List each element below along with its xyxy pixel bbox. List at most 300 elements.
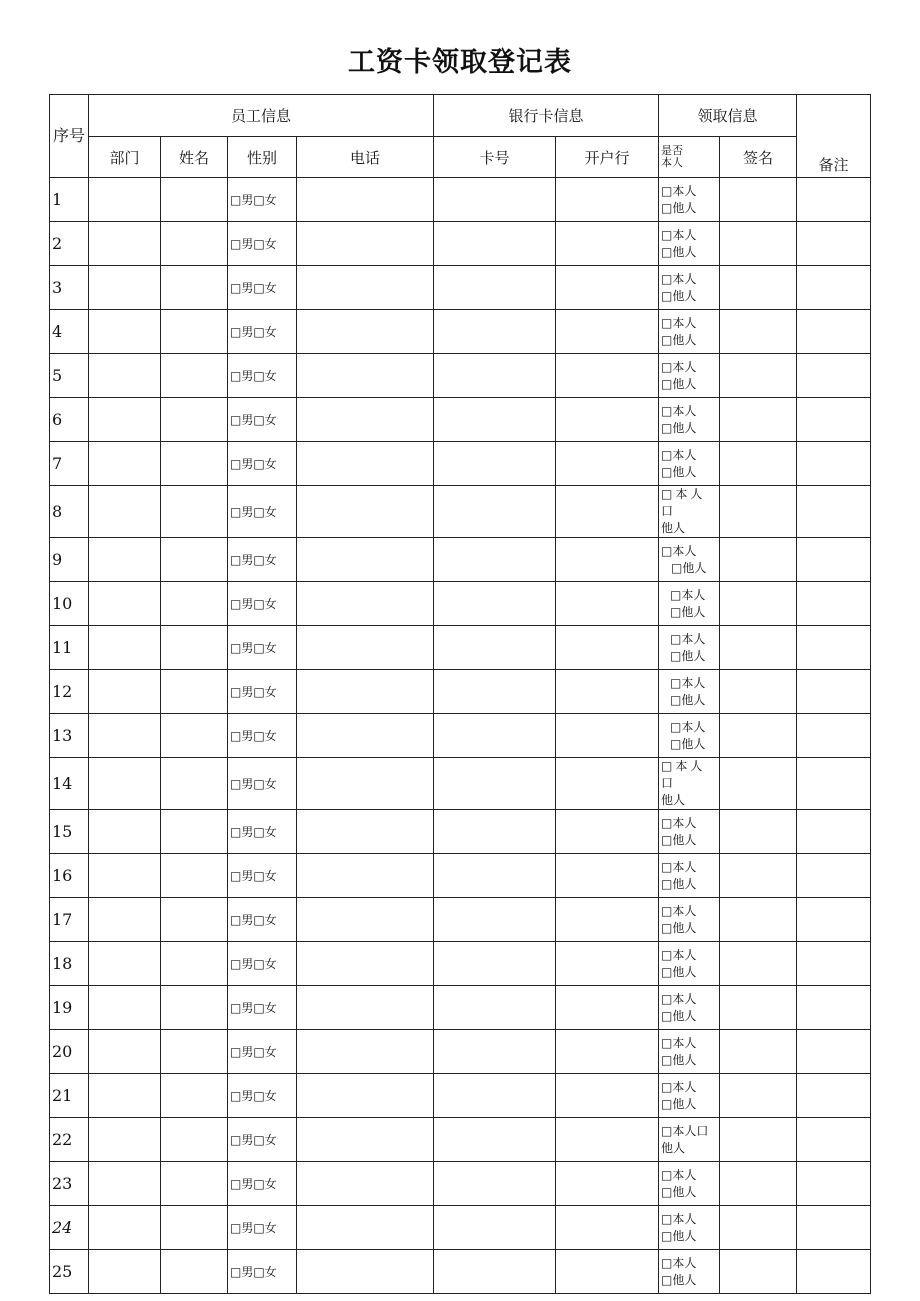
bank-cell[interactable] [556,310,659,354]
card-no-cell[interactable] [434,942,556,986]
gender-checkboxes[interactable]: □男□女 [228,942,297,986]
bank-cell[interactable] [556,486,659,538]
receive-option-self[interactable]: □本人 [661,403,697,418]
name-cell[interactable] [161,486,228,538]
gender-checkboxes[interactable]: □男□女 [228,898,297,942]
receive-option-self[interactable]: □本人 [661,1167,697,1182]
table-row [50,626,871,670]
remark-cell[interactable] [797,670,871,714]
dept-cell[interactable] [89,178,161,222]
receive-option-self[interactable]: □本人 [661,227,697,242]
receive-option-other[interactable]: □他人 [661,920,697,935]
receive-option-other[interactable]: □他人 [670,692,706,707]
signature-cell[interactable] [720,758,797,810]
signature-cell[interactable] [720,1250,797,1294]
remark-cell[interactable] [797,398,871,442]
card-no-cell[interactable] [434,222,556,266]
bank-cell[interactable] [556,626,659,670]
name-cell[interactable] [161,714,228,758]
receive-option-other[interactable]: □他人 [670,604,706,619]
signature-cell[interactable] [720,986,797,1030]
receive-checkboxes[interactable] [659,486,720,538]
dept-cell[interactable] [89,986,161,1030]
dept-cell[interactable] [89,1030,161,1074]
bank-cell[interactable] [556,758,659,810]
phone-cell[interactable] [297,1030,434,1074]
card-no-cell[interactable] [434,670,556,714]
remark-cell[interactable] [797,310,871,354]
dept-cell[interactable] [89,398,161,442]
receive-checkboxes[interactable] [659,178,720,222]
remark-cell[interactable] [797,898,871,942]
receive-option-other[interactable]: □他人 [661,376,697,391]
table-row [50,986,871,1030]
table-row [50,1074,871,1118]
bank-cell[interactable] [556,398,659,442]
header-row-groups [50,95,871,137]
receive-option-self[interactable]: □本人口 [661,1123,709,1138]
gender-checkboxes[interactable]: □男□女 [228,1162,297,1206]
dept-cell[interactable] [89,486,161,538]
receive-checkboxes[interactable] [659,670,720,714]
dept-cell[interactable] [89,670,161,714]
name-cell[interactable] [161,854,228,898]
remark-cell[interactable] [797,810,871,854]
gender-checkboxes[interactable]: □男□女 [228,670,297,714]
gender-checkboxes[interactable]: □男□女 [228,398,297,442]
remark-cell[interactable] [797,354,871,398]
receive-option-self[interactable]: □本人 [661,903,697,918]
name-cell[interactable] [161,266,228,310]
dept-cell[interactable] [89,1162,161,1206]
receive-option-self[interactable]: □本人 [661,1255,697,1270]
receive-option-self[interactable]: □本人 [661,315,697,330]
row-seq: 23 [50,1162,89,1206]
card-no-cell[interactable] [434,486,556,538]
receive-checkboxes[interactable] [659,354,720,398]
row-seq: 12 [50,670,89,714]
gender-checkboxes[interactable]: □男□女 [228,1030,297,1074]
remark-cell[interactable] [797,442,871,486]
receive-option-other[interactable]: 他人 [661,793,686,807]
receive-option-self[interactable]: □本人 [661,947,697,962]
bank-cell[interactable] [556,714,659,758]
remark-cell[interactable] [797,1030,871,1074]
name-cell[interactable] [161,538,228,582]
signature-cell[interactable] [720,810,797,854]
receive-checkboxes[interactable] [659,582,720,626]
receive-option-self[interactable]: □本人 [661,183,697,198]
receive-checkboxes[interactable] [659,266,720,310]
receive-option-self[interactable]: □本人口 [661,759,706,790]
bank-cell[interactable] [556,854,659,898]
card-no-cell[interactable] [434,714,556,758]
receive-option-self[interactable]: □本人 [661,359,697,374]
header-bank: 开户行 [556,137,659,178]
signature-cell[interactable] [720,538,797,582]
row-seq: 17 [50,898,89,942]
receive-checkboxes[interactable] [659,1074,720,1118]
receive-checkboxes[interactable] [659,1162,720,1206]
remark-cell[interactable] [797,1118,871,1162]
name-cell[interactable] [161,222,228,266]
phone-cell[interactable] [297,486,434,538]
receive-checkboxes[interactable] [659,986,720,1030]
remark-cell[interactable] [797,538,871,582]
receive-option-other[interactable]: □他人 [661,1184,697,1199]
card-no-cell[interactable] [434,854,556,898]
phone-cell[interactable] [297,442,434,486]
receive-option-self[interactable]: □本人 [670,675,706,690]
receive-option-other[interactable]: 他人 [661,1140,686,1155]
phone-cell[interactable] [297,538,434,582]
remark-cell[interactable] [797,714,871,758]
card-no-cell[interactable] [434,1118,556,1162]
table-row [50,1206,871,1250]
name-cell[interactable] [161,1118,228,1162]
signature-cell[interactable] [720,398,797,442]
gender-checkboxes[interactable]: □男□女 [228,266,297,310]
name-cell[interactable] [161,626,228,670]
receive-checkboxes[interactable] [659,714,720,758]
phone-cell[interactable] [297,810,434,854]
receive-option-self[interactable]: □本人 [661,271,697,286]
gender-checkboxes[interactable]: □男□女 [228,222,297,266]
receive-option-other[interactable]: □他人 [661,1228,697,1243]
receive-option-self[interactable]: □本人 [661,859,697,874]
card-no-cell[interactable] [434,582,556,626]
signature-cell[interactable] [720,1162,797,1206]
remark-cell[interactable] [797,758,871,810]
card-no-cell[interactable] [434,266,556,310]
header-seq: 序号 [50,95,89,178]
bank-cell[interactable] [556,1250,659,1294]
row-seq: 19 [50,986,89,1030]
gender-checkboxes[interactable]: □男□女 [228,1074,297,1118]
receive-option-other[interactable]: □他人 [661,244,697,259]
row-seq: 1 [50,178,89,222]
dept-cell[interactable] [89,810,161,854]
gender-checkboxes[interactable]: □男□女 [228,810,297,854]
bank-cell[interactable] [556,670,659,714]
card-no-cell[interactable] [434,898,556,942]
receive-option-other[interactable]: □他人 [661,876,697,891]
bank-cell[interactable] [556,986,659,1030]
remark-cell[interactable] [797,986,871,1030]
receive-checkboxes[interactable] [659,442,720,486]
gender-checkboxes[interactable]: □男□女 [228,486,297,538]
bank-cell[interactable] [556,354,659,398]
dept-cell[interactable] [89,942,161,986]
phone-cell[interactable] [297,1206,434,1250]
receive-option-self[interactable]: □本人口 [661,487,706,518]
name-cell[interactable] [161,670,228,714]
signature-cell[interactable] [720,942,797,986]
gender-checkboxes[interactable]: □男□女 [228,538,297,582]
receive-option-other[interactable]: □他人 [661,964,697,979]
card-no-cell[interactable] [434,1206,556,1250]
signature-cell[interactable] [720,1118,797,1162]
name-cell[interactable] [161,354,228,398]
name-cell[interactable] [161,758,228,810]
signature-cell[interactable] [720,854,797,898]
gender-checkboxes[interactable]: □男□女 [228,354,297,398]
phone-cell[interactable] [297,1074,434,1118]
receive-option-other[interactable]: □他人 [671,560,707,575]
phone-cell[interactable] [297,178,434,222]
gender-checkboxes[interactable]: □男□女 [228,582,297,626]
card-no-cell[interactable] [434,1162,556,1206]
card-no-cell[interactable] [434,1030,556,1074]
signature-cell[interactable] [720,582,797,626]
table-row [50,178,871,222]
card-no-cell[interactable] [434,810,556,854]
signature-cell[interactable] [720,1074,797,1118]
receive-option-other[interactable]: □他人 [661,420,697,435]
dept-cell[interactable] [89,538,161,582]
card-no-cell[interactable] [434,398,556,442]
dept-cell[interactable] [89,1250,161,1294]
bank-cell[interactable] [556,222,659,266]
name-cell[interactable] [161,810,228,854]
row-seq: 18 [50,942,89,986]
phone-cell[interactable] [297,582,434,626]
signature-cell[interactable] [720,714,797,758]
bank-cell[interactable] [556,582,659,626]
signature-cell[interactable] [720,486,797,538]
bank-cell[interactable] [556,942,659,986]
receive-checkboxes[interactable] [659,942,720,986]
phone-cell[interactable] [297,1118,434,1162]
receive-option-other[interactable]: □他人 [661,464,697,479]
signature-cell[interactable] [720,898,797,942]
receive-checkboxes[interactable] [659,854,720,898]
receive-option-self[interactable]: □本人 [661,1079,697,1094]
receive-checkboxes[interactable] [659,538,720,582]
card-no-cell[interactable] [434,1250,556,1294]
name-cell[interactable] [161,1074,228,1118]
bank-cell[interactable] [556,178,659,222]
header-is-self [659,137,720,178]
receive-option-self[interactable]: □本人 [661,447,697,462]
phone-cell[interactable] [297,266,434,310]
card-no-cell[interactable] [434,626,556,670]
phone-cell[interactable] [297,1162,434,1206]
bank-cell[interactable] [556,810,659,854]
receive-checkboxes[interactable] [659,1118,720,1162]
remark-cell[interactable] [797,222,871,266]
remark-cell[interactable] [797,178,871,222]
receive-option-other[interactable]: □他人 [661,200,697,215]
signature-cell[interactable] [720,442,797,486]
gender-checkboxes[interactable]: □男□女 [228,626,297,670]
dept-cell[interactable] [89,626,161,670]
phone-cell[interactable] [297,222,434,266]
bank-cell[interactable] [556,442,659,486]
receive-option-self[interactable]: □本人 [670,587,706,602]
dept-cell[interactable] [89,854,161,898]
receive-checkboxes[interactable] [659,626,720,670]
bank-cell[interactable] [556,266,659,310]
bank-cell[interactable] [556,1030,659,1074]
phone-cell[interactable] [297,398,434,442]
receive-checkboxes[interactable] [659,398,720,442]
receive-option-other[interactable]: □他人 [661,288,697,303]
phone-cell[interactable] [297,986,434,1030]
receive-option-self[interactable]: □本人 [670,719,706,734]
receive-option-other[interactable]: □他人 [661,832,697,847]
card-no-cell[interactable] [434,538,556,582]
phone-cell[interactable] [297,354,434,398]
name-cell[interactable] [161,178,228,222]
name-cell[interactable] [161,1250,228,1294]
phone-cell[interactable] [297,898,434,942]
dept-cell[interactable] [89,1074,161,1118]
table-row [50,354,871,398]
bank-cell[interactable] [556,1074,659,1118]
signature-cell[interactable] [720,266,797,310]
name-cell[interactable] [161,1162,228,1206]
gender-checkboxes[interactable]: □男□女 [228,758,297,810]
header-name: 姓名 [161,137,228,178]
receive-option-other[interactable]: □他人 [661,1272,697,1287]
remark-cell[interactable] [797,1206,871,1250]
dept-cell[interactable] [89,442,161,486]
phone-cell[interactable] [297,310,434,354]
phone-cell[interactable] [297,714,434,758]
receive-option-self[interactable]: □本人 [661,543,697,558]
row-seq: 6 [50,398,89,442]
receive-option-other[interactable]: □他人 [661,1008,697,1023]
name-cell[interactable] [161,582,228,626]
dept-cell[interactable] [89,266,161,310]
gender-checkboxes[interactable]: □男□女 [228,986,297,1030]
name-cell[interactable] [161,1030,228,1074]
gender-checkboxes[interactable]: □男□女 [228,442,297,486]
name-cell[interactable] [161,986,228,1030]
header-card-no: 卡号 [434,137,556,178]
receive-checkboxes[interactable] [659,758,720,810]
receive-option-self[interactable]: □本人 [661,991,697,1006]
card-no-cell[interactable] [434,442,556,486]
phone-cell[interactable] [297,758,434,810]
table-row [50,758,871,810]
card-no-cell[interactable] [434,354,556,398]
receive-option-self[interactable]: □本人 [661,1211,697,1226]
phone-cell[interactable] [297,1250,434,1294]
card-no-cell[interactable] [434,758,556,810]
dept-cell[interactable] [89,1118,161,1162]
receive-checkboxes[interactable] [659,810,720,854]
gender-checkboxes[interactable]: □男□女 [228,178,297,222]
receive-option-self[interactable]: □本人 [661,1035,697,1050]
receive-option-self[interactable]: □本人 [661,815,697,830]
name-cell[interactable] [161,442,228,486]
receive-checkboxes[interactable] [659,1030,720,1074]
receive-option-other[interactable]: □他人 [661,1052,697,1067]
remark-cell[interactable] [797,486,871,538]
name-cell[interactable] [161,310,228,354]
name-cell[interactable] [161,942,228,986]
header-signature: 签名 [720,137,797,178]
gender-checkboxes[interactable]: □男□女 [228,1118,297,1162]
bank-cell[interactable] [556,538,659,582]
signature-cell[interactable] [720,178,797,222]
receive-checkboxes[interactable] [659,310,720,354]
gender-checkboxes[interactable]: □男□女 [228,1250,297,1294]
receive-option-self[interactable]: □本人 [670,631,706,646]
dept-cell[interactable] [89,222,161,266]
phone-cell[interactable] [297,942,434,986]
receive-option-other[interactable]: □他人 [670,648,706,663]
row-seq: 4 [50,310,89,354]
card-no-cell[interactable] [434,178,556,222]
remark-cell[interactable] [797,942,871,986]
card-no-cell[interactable] [434,1074,556,1118]
receive-checkboxes[interactable] [659,898,720,942]
signature-cell[interactable] [720,354,797,398]
remark-cell[interactable] [797,1162,871,1206]
gender-checkboxes[interactable]: □男□女 [228,714,297,758]
remark-cell[interactable] [797,1250,871,1294]
gender-checkboxes[interactable]: □男□女 [228,1206,297,1250]
dept-cell[interactable] [89,758,161,810]
signature-cell[interactable] [720,222,797,266]
phone-cell[interactable] [297,854,434,898]
dept-cell[interactable] [89,354,161,398]
remark-cell[interactable] [797,582,871,626]
signature-cell[interactable] [720,670,797,714]
bank-cell[interactable] [556,1118,659,1162]
bank-cell[interactable] [556,1162,659,1206]
remark-cell[interactable] [797,1074,871,1118]
signature-cell[interactable] [720,310,797,354]
bank-cell[interactable] [556,1206,659,1250]
receive-option-other[interactable]: □他人 [661,1096,697,1111]
receive-checkboxes[interactable] [659,1206,720,1250]
row-seq: 22 [50,1118,89,1162]
dept-cell[interactable] [89,714,161,758]
signature-cell[interactable] [720,626,797,670]
remark-cell[interactable] [797,266,871,310]
table-row [50,1250,871,1294]
receive-option-other[interactable]: □他人 [670,736,706,751]
remark-cell[interactable] [797,626,871,670]
name-cell[interactable] [161,898,228,942]
receive-option-other[interactable]: □他人 [661,332,697,347]
bank-cell[interactable] [556,898,659,942]
dept-cell[interactable] [89,310,161,354]
gender-checkboxes[interactable]: □男□女 [228,854,297,898]
row-seq: 7 [50,442,89,486]
signature-cell[interactable] [720,1030,797,1074]
dept-cell[interactable] [89,898,161,942]
remark-cell[interactable] [797,854,871,898]
receive-option-other[interactable]: 他人 [661,521,686,535]
name-cell[interactable] [161,398,228,442]
dept-cell[interactable] [89,1206,161,1250]
card-no-cell[interactable] [434,310,556,354]
dept-cell[interactable] [89,582,161,626]
receive-checkboxes[interactable] [659,222,720,266]
card-no-cell[interactable] [434,986,556,1030]
signature-cell[interactable] [720,1206,797,1250]
name-cell[interactable] [161,1206,228,1250]
phone-cell[interactable] [297,670,434,714]
phone-cell[interactable] [297,626,434,670]
receive-checkboxes[interactable] [659,1250,720,1294]
gender-checkboxes[interactable]: □男□女 [228,310,297,354]
